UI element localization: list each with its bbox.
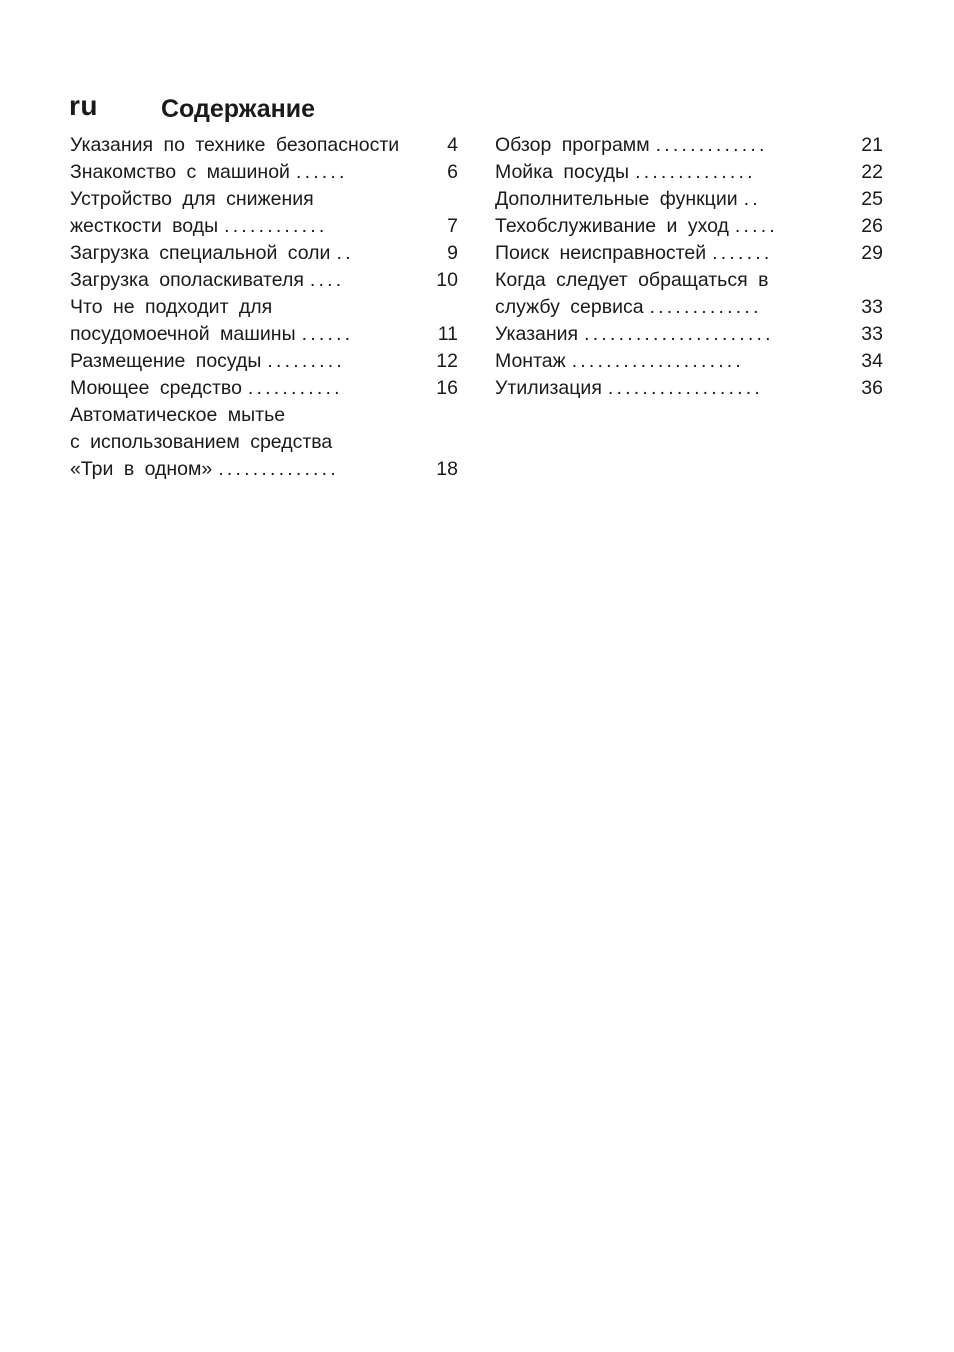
toc-entry [495,348,883,375]
toc-page-number: 4 [447,134,458,156]
toc-entry [70,375,458,402]
toc-entry-line [495,186,883,213]
toc-entry-text: Указания [495,323,579,345]
toc-entry-line [70,186,458,213]
toc-entry-line [495,267,883,294]
toc-entry-line [495,321,883,348]
toc-entry-text: Загрузка ополаскивателя [70,269,304,291]
toc-entry-text: с использованием средства [70,431,333,453]
toc-entry-line [495,348,883,375]
toc-dot-leader: ............. [649,296,762,318]
toc-dot-leader: .............. [218,458,339,480]
toc-entry-text: Указания по технике безопасности [70,134,400,156]
toc-entry-line [70,348,458,375]
toc-entry-text: Когда следует обращаться в [495,269,769,291]
toc-dot-leader: .... [309,269,345,291]
toc-page-number: 7 [447,215,458,237]
toc-page-number: 36 [861,377,883,399]
toc-entry-line [70,375,458,402]
toc-page-number: 6 [447,161,458,183]
toc-dot-leader: .. [743,188,761,210]
toc-dot-leader: ....... [712,242,773,264]
toc-entry-line [495,213,883,240]
toc-entry-line [70,159,458,186]
toc-entry [70,132,458,159]
toc-entry-text: Устройство для снижения [70,188,314,210]
toc-entry [495,240,883,267]
toc-page-number: 9 [447,242,458,264]
toc-page-number: 21 [861,134,883,156]
toc-dot-leader: .. [336,242,354,264]
toc-entry-text: Что не подходит для [70,296,273,318]
toc-entry-text: Автоматическое мытье [70,404,286,426]
page-title: Содержание [161,95,316,123]
toc-entry-text: Техобслуживание и уход [495,215,729,237]
toc-right-column [495,132,883,402]
toc-entry [495,213,883,240]
toc-dot-leader: ...... [295,161,348,183]
toc-page-number: 29 [861,242,883,264]
toc-entry [70,159,458,186]
toc-entry [70,240,458,267]
toc-dot-leader: ........... [247,377,343,399]
toc-entry-line [495,294,883,321]
toc-dot-leader: .............. [635,161,756,183]
toc-entry-text: Моющее средство [70,377,242,399]
toc-page-number: 16 [436,377,458,399]
toc-entry-line [70,213,458,240]
toc-entry-line [495,375,883,402]
language-code: ru [69,90,98,121]
toc-page-number: 33 [861,296,883,318]
toc-entry [70,294,458,348]
toc-page-number: 33 [861,323,883,345]
toc-entry-text: Знакомство с машиной [70,161,290,183]
toc-entry-text: Размещение посуды [70,350,262,372]
toc-left-column [70,132,458,483]
toc-dot-leader: .................... [571,350,745,372]
toc-entry [495,321,883,348]
toc-entry-line [70,294,458,321]
toc-entry [495,159,883,186]
toc-dot-leader: ............ [224,215,328,237]
toc-entry-line [495,159,883,186]
toc-page-number: 18 [436,458,458,480]
toc-entry-text: Дополнительные функции [495,188,738,210]
toc-entry-text: Утилизация [495,377,602,399]
toc-entry [495,375,883,402]
toc-dot-leader: ...................... [584,323,774,345]
toc-entry [70,402,458,483]
toc-page-number: 26 [861,215,883,237]
toc-entry-text: посудомоечной машины [70,323,296,345]
toc-entry-line [495,240,883,267]
toc-entry-line [70,456,458,483]
toc-page-number: 22 [861,161,883,183]
toc-entry-text: Монтаж [495,350,566,372]
toc-entry [70,186,458,240]
toc-entry-text: Загрузка специальной соли [70,242,331,264]
toc-page-number: 11 [437,323,458,345]
toc-dot-leader: ..... [734,215,778,237]
toc-entry-line [70,132,458,159]
toc-dot-leader: ......... [267,350,345,372]
toc-page-number: 25 [861,188,883,210]
toc-entry-line [70,267,458,294]
toc-dot-leader: ............. [655,134,768,156]
toc-entry-line [495,132,883,159]
toc-entry-line [70,240,458,267]
toc-entry-text: «Три в одном» [70,458,213,480]
toc-page-number: 34 [861,350,883,372]
toc-entry-text: Мойка посуды [495,161,630,183]
toc-entry [495,132,883,159]
toc-dot-leader: ...... [301,323,354,345]
toc-entry-text: Поиск неисправностей [495,242,707,264]
toc-dot-leader: .................. [607,377,764,399]
toc-entry-line [70,402,458,429]
toc-entry [495,186,883,213]
toc-entry [70,348,458,375]
toc-entry-text: Обзор программ [495,134,650,156]
toc-entry-text: жесткости воды [70,215,219,237]
toc-page-number: 10 [436,269,458,291]
toc-entry-line [70,321,458,348]
toc-page-number: 12 [436,350,458,372]
toc-entry [495,267,883,321]
toc-entry-line [70,429,458,456]
toc-entry-text: службу сервиса [495,296,644,318]
toc-entry [70,267,458,294]
